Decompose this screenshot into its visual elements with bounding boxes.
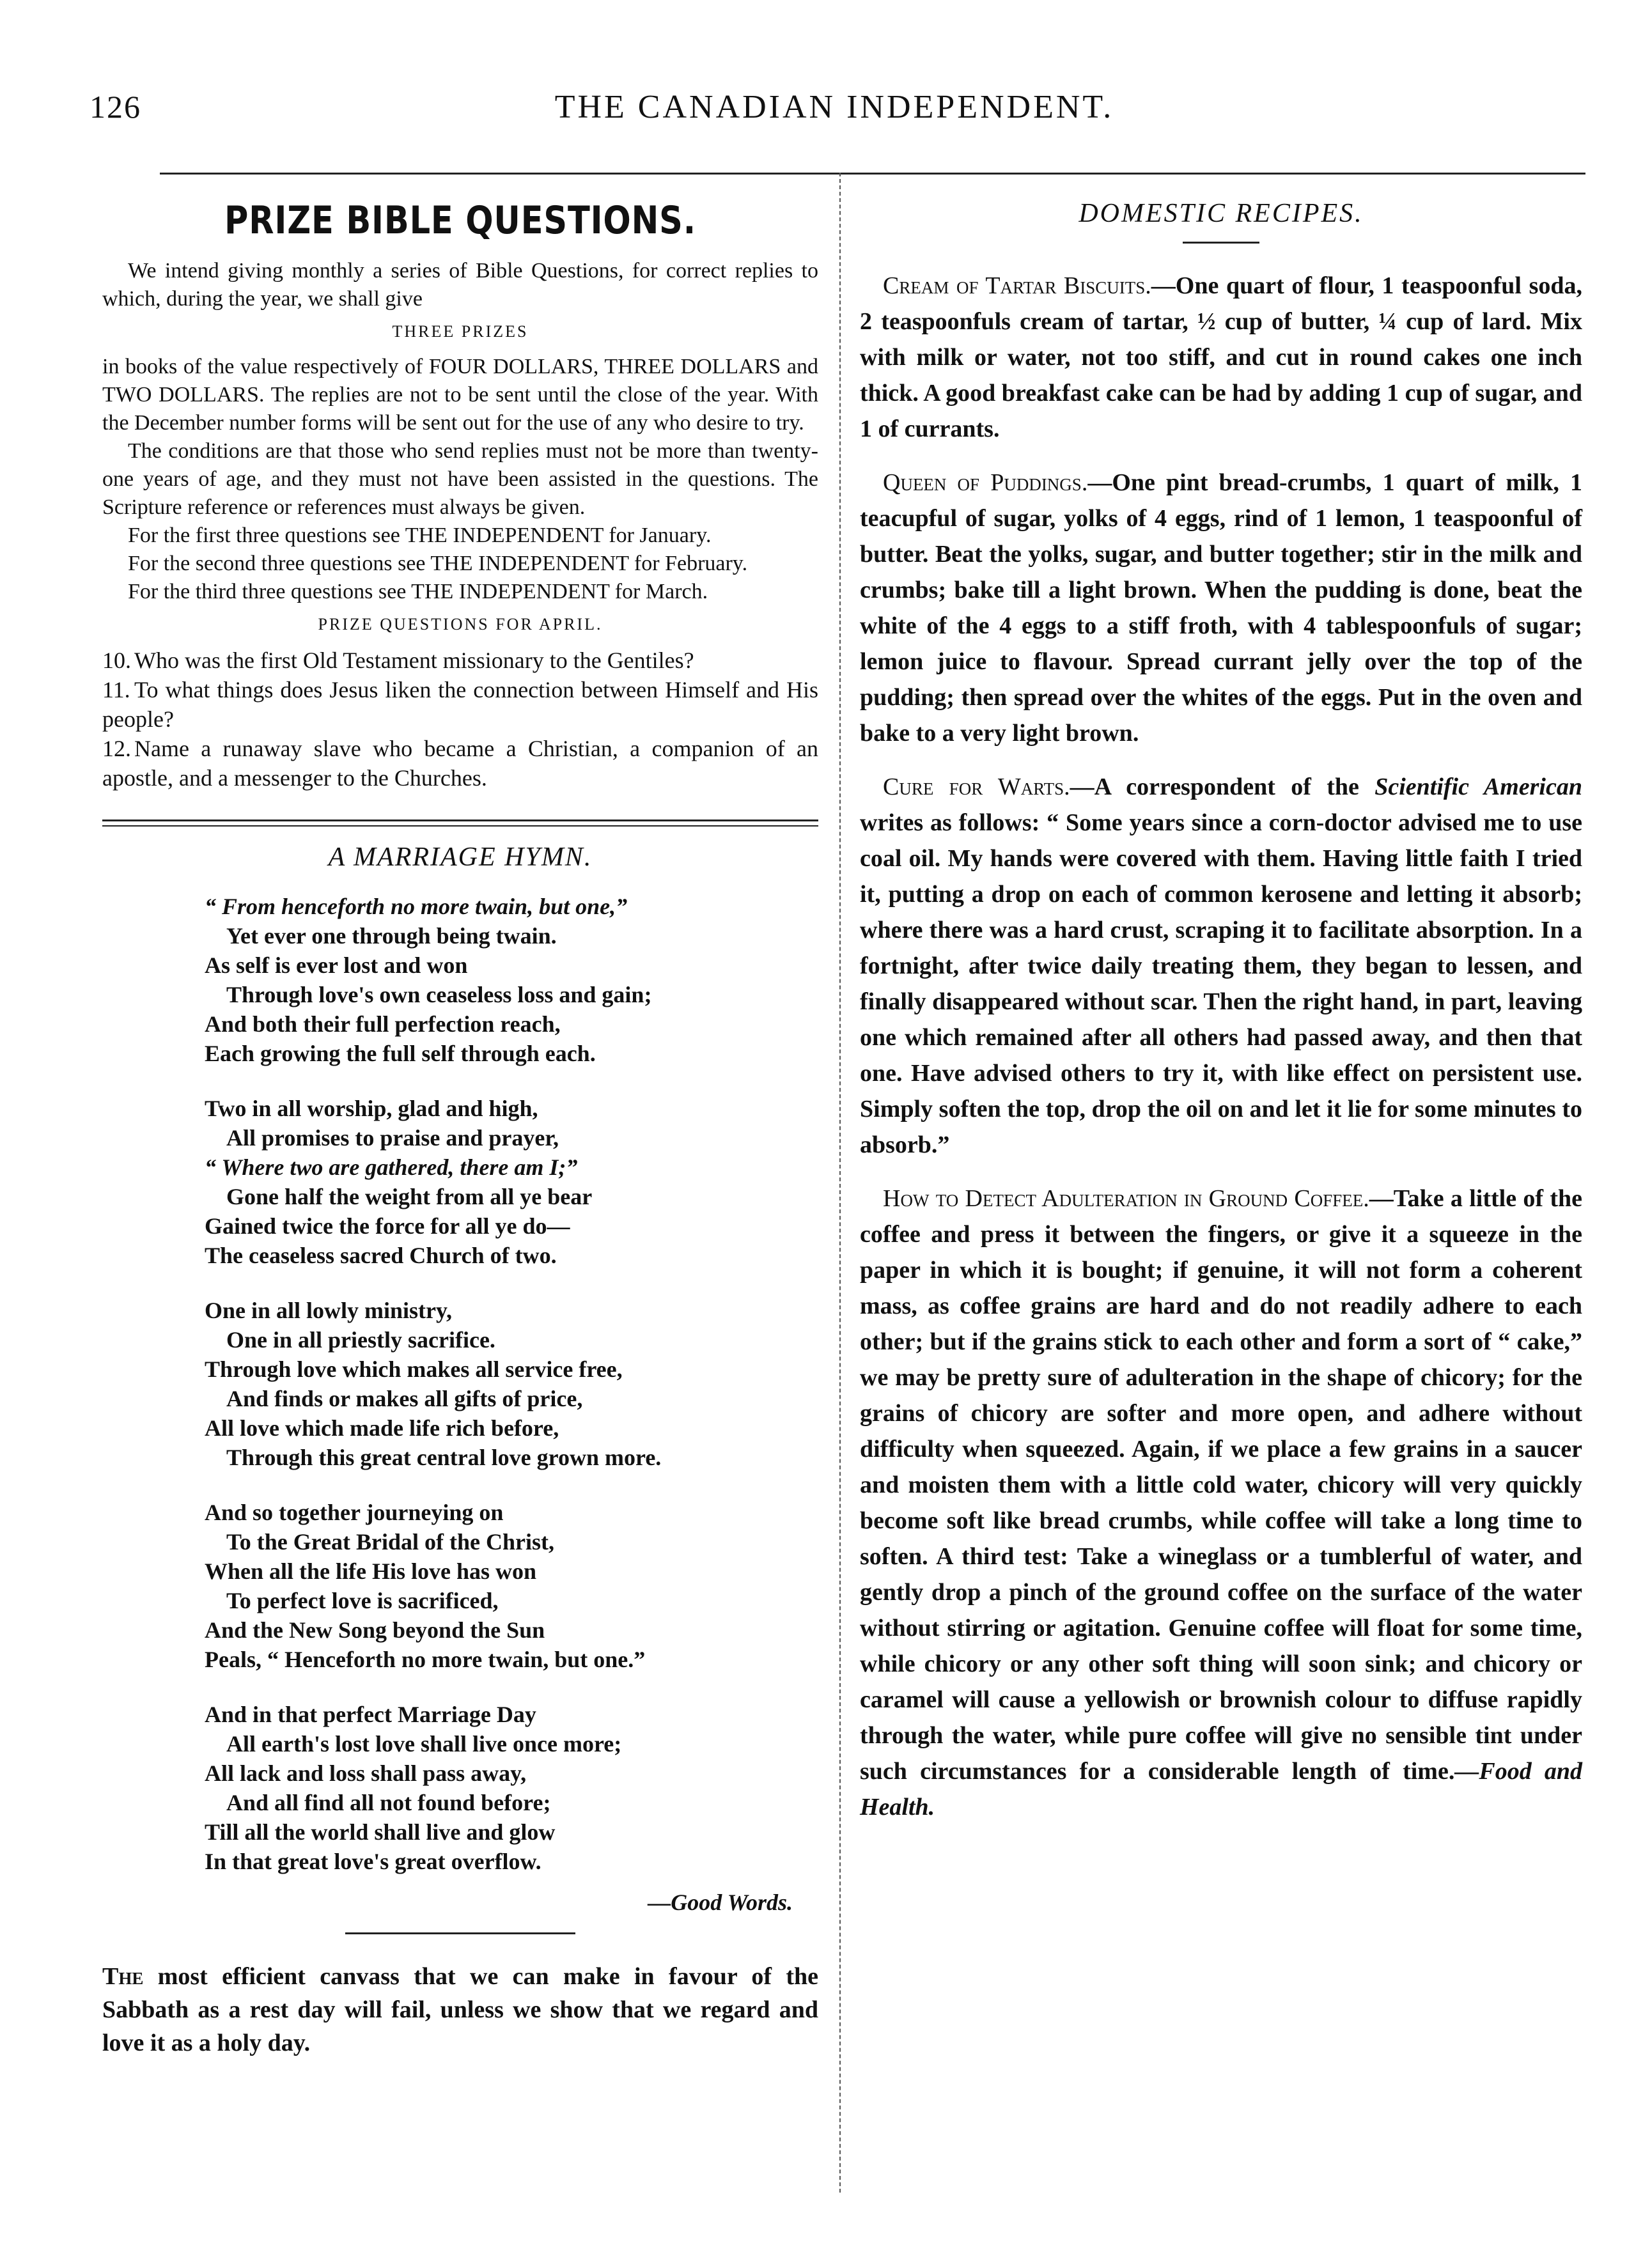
hymn-stanza <box>102 1094 818 1270</box>
publication-name: Scientific American <box>1374 773 1582 800</box>
hymn-line: Gone half the weight from all ye bear <box>226 1184 593 1209</box>
recipe-source: —Food and Health. <box>860 1758 1582 1821</box>
header-rule <box>160 173 1585 175</box>
question-number: 10. <box>102 648 131 673</box>
closing-text: most efficient canvass that we can make in favour of the Sabbath as a rest day will fail, unless we show that we regard and love it as a holy day. <box>102 1963 818 2056</box>
hymn-line: Yet ever one through being twain. <box>226 923 557 949</box>
recipe-heading: Cure for Warts. <box>883 773 1070 800</box>
recipe-heading: Queen of Puddings. <box>883 469 1088 496</box>
hymn-stanza <box>102 1296 818 1472</box>
hymn-body <box>102 892 818 1876</box>
hymn-line: And all find all not found before; <box>226 1790 551 1815</box>
short-rule <box>345 1932 575 1934</box>
closing-lead: The <box>102 1963 144 1990</box>
right-column <box>860 192 1582 1843</box>
hymn-line: Through love's own ceaseless loss and gain; <box>226 982 652 1007</box>
prize-intro: We intend giving monthly a series of Bible Questions, for correct replies to which, during the year, we shall give <box>102 259 818 311</box>
hymn-line: As self is ever lost and won <box>205 952 468 978</box>
hymn-line: All lack and loss shall pass away, <box>205 1760 527 1786</box>
hymn-line: When all the life His love has won <box>205 1558 537 1584</box>
hymn-title: A MARRIAGE HYMN. <box>328 843 593 872</box>
hymn-line: And finds or makes all gifts of price, <box>226 1386 583 1411</box>
hymn-line: Till all the world shall live and glow <box>205 1819 556 1845</box>
recipe-cream-of-tartar-biscuits <box>860 268 1582 447</box>
second-three-note: For the second three questions see THE INDEPENDENT for February. <box>128 552 748 575</box>
prizes-heading: THREE PRIZES <box>392 322 529 341</box>
hymn-line: One in all priestly sacrifice. <box>226 1327 495 1353</box>
hymn-line: To the Great Bridal of the Christ, <box>226 1529 554 1555</box>
hymn-line: Gained twice the force for all ye do— <box>205 1213 570 1239</box>
question-list <box>102 646 818 793</box>
hymn-line: And so together journeying on <box>205 1500 504 1525</box>
recipe-text: —One quart of flour, 1 teaspoonful soda, 2 teaspoonfuls cream of tartar, ½ cup of butter, ¼ cup of lard. Mix with milk or water, not too stiff, and cut in round cakes one inch thick. A good breakfast cake can be had by adding 1 cup of sugar, and 1 of currants. <box>860 272 1582 442</box>
recipe-heading: Cream of Tartar Biscuits. <box>883 272 1151 299</box>
recipe-text-after: writes as follows: “ Some years since a corn-doctor advised me to use coal oil. My hands were covered with them. Having little faith I tried it, putting a drop on each of common kerosene and letting it absorb; where there was a hard crust, scraping it to facilitate absorption. In a fortnight, after twice daily treating them, they began to lessen, and finally disappeared without scar. Then the right hand, in part, leaving one which remained after all others had passed away, and then that one. Have advised others to try it, with like effect on persistent use. Simply soften the top, drop the oil on and let it lie for some minutes to absorb.” <box>860 809 1582 1158</box>
question-text: Name a runaway slave who became a Christian, a companion of an apostle, and a messenger to the Churches. <box>102 736 818 791</box>
third-three-note: For the third three questions see THE INDEPENDENT for March. <box>128 580 708 603</box>
hymn-line: Peals, “ Henceforth no more twain, but one.” <box>205 1647 646 1672</box>
hymn-line: The ceaseless sacred Church of two. <box>205 1243 557 1268</box>
recipe-text: —One pint bread-crumbs, 1 quart of milk, 1 teacupful of sugar, yolks of 4 eggs, rind of 1 lemon, 1 teaspoonful of butter. Beat the yolks, sugar, and butter together; stir in the milk and crumbs; bake till a light brown. When the pudding is done, beat the white of the 4 eggs to a stiff froth, with 4 tablespoonfuls of sugar; lemon juice to flavour. Spread currant jelly over the top of the pudding; then spread over the whites of the eggs. Put in the oven and bake to a very light brown. <box>860 469 1582 747</box>
hymn-line: One in all lowly ministry, <box>205 1298 453 1323</box>
hymn-line: Through this great central love grown more. <box>226 1445 662 1470</box>
page-header <box>90 88 1579 133</box>
prize-questions-title: PRIZE BIBLE QUESTIONS. <box>224 198 696 243</box>
recipe-cure-for-warts <box>860 769 1582 1163</box>
hymn-line: In that great love's great overflow. <box>205 1849 541 1874</box>
hymn-line: To perfect love is sacrificed, <box>226 1588 499 1613</box>
recipe-text: —Take a little of the coffee and press it between the fingers, or give it a squeeze in the paper in which it is bought; if genuine, it will not form a coherent mass, as coffee grains are hard and do not readily adhere to each other; but if the grains stick to each other and form a sort of “ cake,” we may be pretty sure of adulteration in the shape of chicory; for the grains of chicory are softer and more open, and adhere without difficulty when squeezed. Again, if we place a few grains in a saucer and moisten them with a little cold water, chicory will very quickly become soft like bread crumbs, while coffee will take a long time to soften. A third test: Take a wineglass or a tumblerful of water, and gently drop a pinch of the ground coffee on the surface of the water without stirring or agitation. Genuine coffee will float for some time, while chicory or any other soft thing will soon sink; and chicory or caramel will cause a yellowish or brownish colour to diffuse rapidly through the water, while pure coffee will give no sensible tint under such circumstances for a considerable length of time. <box>860 1185 1582 1785</box>
question-text: Who was the first Old Testament missionary to the Gentiles? <box>134 648 694 673</box>
hymn-line: All earth's lost love shall live once more; <box>226 1731 622 1757</box>
question-item <box>102 646 818 675</box>
journal-title: THE CANADIAN INDEPENDENT. <box>554 89 1114 125</box>
hymn-stanza <box>102 892 818 1068</box>
recipe-detect-coffee-adulteration <box>860 1181 1582 1825</box>
hymn-line: “ Where two are gathered, there am I;” <box>205 1154 578 1180</box>
first-three-note: For the first three questions see THE INDEPENDENT for January. <box>128 524 712 547</box>
recipe-queen-of-puddings <box>860 465 1582 751</box>
hymn-line: And in that perfect Marriage Day <box>205 1702 536 1727</box>
april-questions-heading: PRIZE QUESTIONS FOR APRIL. <box>318 615 603 633</box>
hymn-line: Each growing the full self through each. <box>205 1041 596 1066</box>
hymn-line: Through love which makes all service free, <box>205 1356 623 1382</box>
hymn-line: Two in all worship, glad and high, <box>205 1096 538 1121</box>
closing-paragraph <box>102 1960 818 2060</box>
conditions-text: The conditions are that those who send replies must not be more than twenty-one years of age, and they must not have been assisted in the questions. The Scripture reference or references must always be given. <box>102 439 818 519</box>
hymn-line: All love which made life rich before, <box>205 1415 559 1441</box>
column-divider <box>839 173 841 2193</box>
hymn-stanza <box>102 1498 818 1674</box>
hymn-line: And the New Song beyond the Sun <box>205 1617 545 1643</box>
hymn-line: And both their full perfection reach, <box>205 1011 561 1037</box>
hymn-stanza <box>102 1700 818 1876</box>
recipes-title: DOMESTIC RECIPES. <box>1078 199 1364 228</box>
prizes-text: in books of the value respectively of FOUR DOLLARS, THREE DOLLARS and TWO DOLLARS. The replies are not to be sent until the close of the year. With the December number forms will be sent out for the use of any who desire to try. <box>102 355 818 435</box>
recipes-rule <box>1183 242 1259 244</box>
hymn-attribution: —Good Words. <box>648 1890 793 1915</box>
section-rule <box>102 819 818 827</box>
question-item <box>102 734 818 793</box>
question-item <box>102 675 818 734</box>
question-number: 12. <box>102 736 131 761</box>
left-column <box>102 192 818 2060</box>
recipe-text-before: —A correspondent of the <box>1070 773 1375 800</box>
question-number: 11. <box>102 677 130 703</box>
hymn-line: All promises to praise and prayer, <box>226 1125 559 1151</box>
hymn-line: “ From henceforth no more twain, but one,” <box>205 894 628 919</box>
question-text: To what things does Jesus liken the connection between Himself and His people? <box>102 677 818 732</box>
recipe-heading: How to Detect Adulteration in Ground Coffee. <box>883 1185 1369 1212</box>
page-number: 126 <box>90 89 141 125</box>
